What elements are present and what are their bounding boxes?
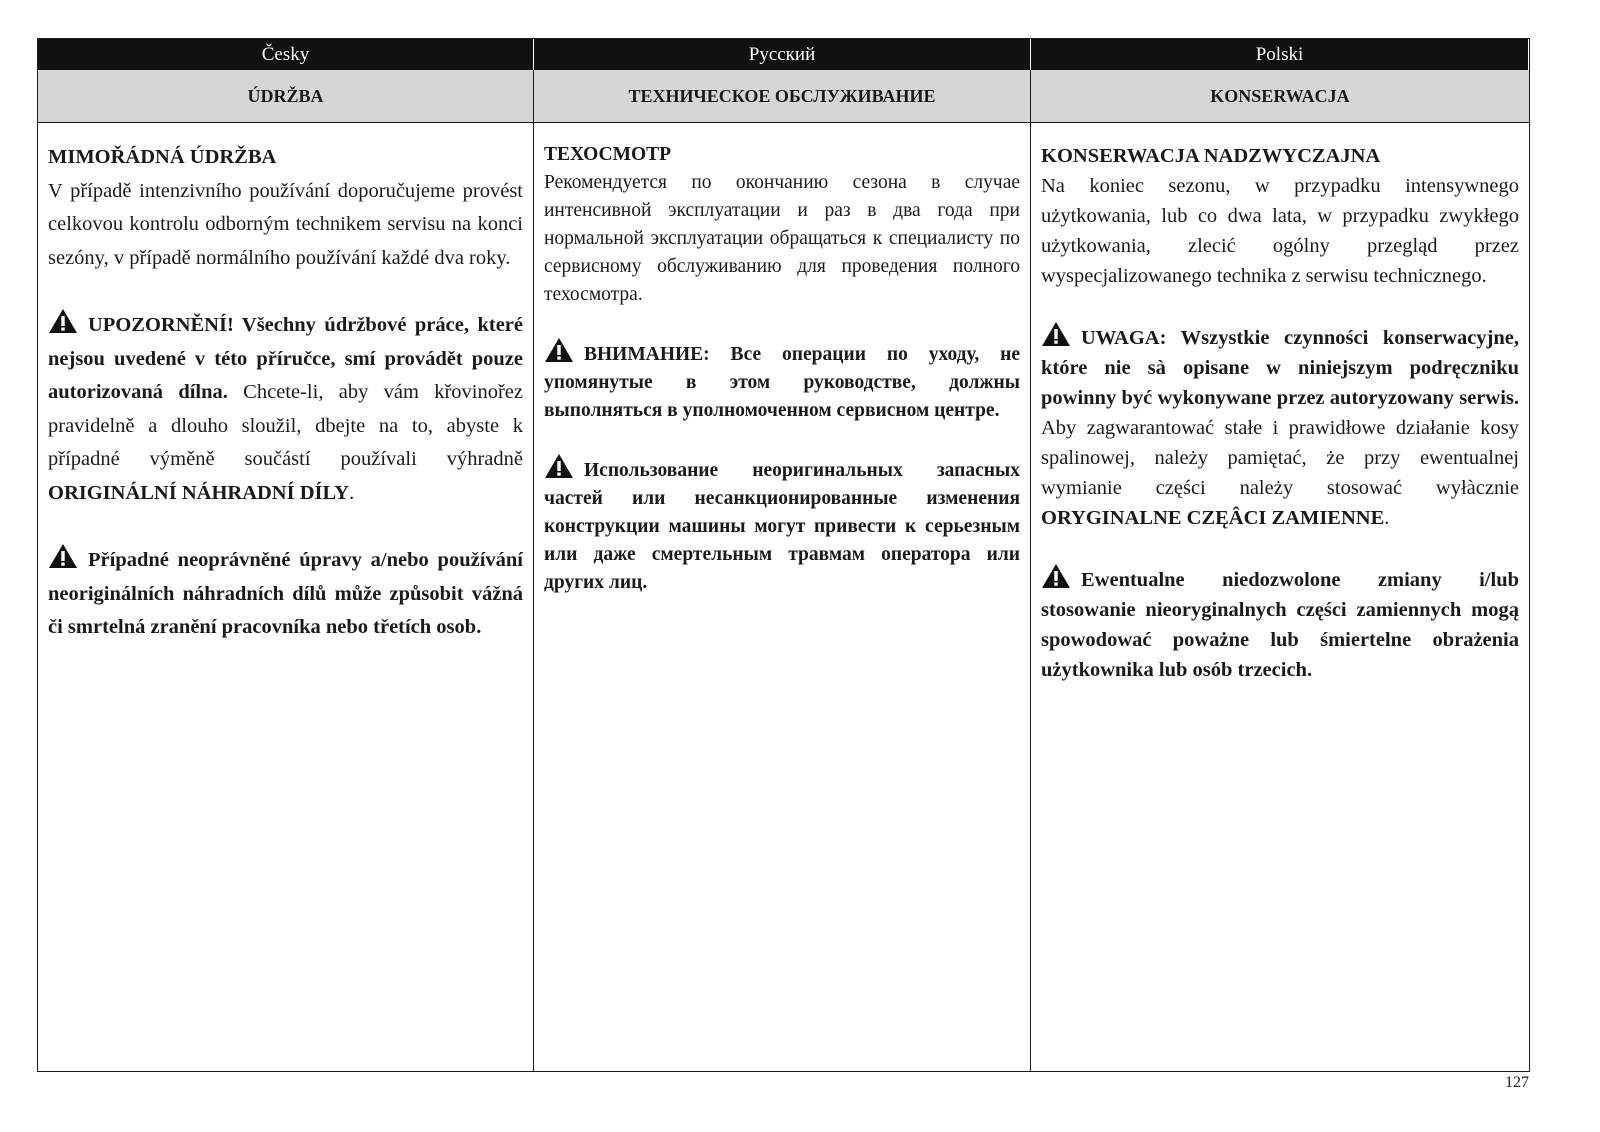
cs-intro: V případě intenzivního používání doporučujeme provést celkovou kontrolu odborným technikem servisu na konci sezóny, v případě normálního používání každé dva roky.	[48, 179, 523, 269]
section-header-czech: ÚDRŽBA	[38, 70, 534, 123]
language-header-czech: Česky	[38, 39, 534, 70]
warning-triangle-icon	[544, 453, 574, 479]
warning-triangle-icon	[48, 308, 78, 334]
pl-warning-1	[1041, 321, 1519, 533]
language-header-polish: Polski	[1031, 39, 1529, 70]
pl-title: KONSERWACJA NADZWYCZAJNA	[1041, 145, 1381, 167]
cs-warning-1-text: Chcete-li, aby vám křovinořez pravidelně a dlouho sloužil, dbejte na to, abyste k případné výměně součástí používali výhradně	[48, 381, 524, 470]
warning-triangle-icon	[48, 543, 78, 569]
cs-warning-2-bold: Případné neoprávněné úpravy a/nebo používání neoriginálních náhradních dílů může způsobit vážná či smrtelná zranění pracovníka nebo třetích osob.	[48, 549, 523, 638]
pl-warning-1-text: Aby zagwarantować stałe i prawidłowe działanie kosy spalinowej, należy pamiętać, że przy ewentualnej wymianie części należy stosować wyłàcznie	[1041, 417, 1519, 499]
column-czech	[38, 123, 534, 1071]
pl-intro: Na koniec sezonu, w przypadku intensywnego użytkowania, lub co dwa lata, w przypadku zwykłego użytkowania, zlecić ogólny przegląd przez wyspecjalizowanego technika z serwisu technicznego.	[1041, 175, 1519, 287]
section-header-russian: ТЕХНИЧЕСКОЕ ОБСЛУЖИВАНИЕ	[534, 70, 1031, 123]
cs-warning-2	[48, 543, 523, 645]
translation-table	[37, 38, 1530, 1072]
pl-warning-1-bold: UWAGA: Wszystkie czynności konserwacyjne, które nie sà opisane w niniejszym podręczniku powinny być wykonywane przez autoryzowany serwis.	[1041, 327, 1519, 409]
cs-warning-1-bold: UPOZORNĚNÍ! Všechny údržbové práce, které nejsou uvedené v této příručce, smí provádět pouze autorizovaná dílna.	[48, 314, 523, 403]
language-header-russian: Русский	[534, 39, 1031, 70]
ru-warning-1-bold: ВНИМАНИЕ: Все операции по уходу, не упомянутые в этом руководстве, должны выполняться в уполномоченном сервисном центре.	[544, 344, 1020, 421]
ru-warning-2	[544, 453, 1020, 597]
pl-warning-2	[1041, 563, 1519, 685]
warning-triangle-icon	[1041, 321, 1071, 347]
cs-title: MIMOŘÁDNÁ ÚDRŽBA	[48, 146, 277, 168]
ru-warning-2-bold: Использование неоригинальных запасных частей или несанкционированные изменения конструкции машины могут привести к серьезным или даже смертельным травмам оператора или других лиц.	[544, 460, 1020, 593]
ru-intro: Рекомендуется по окончанию сезона в случае интенсивной эксплуатации и раз в два года при нормальной эксплуатации обращаться к специалисту по сервисному обслуживанию для проведения полного техосмотра.	[544, 172, 1020, 305]
cs-warning-1-end: .	[349, 481, 355, 504]
cs-original-parts: ORIGINÁLNÍ NÁHRADNÍ DÍLY	[48, 481, 350, 504]
warning-triangle-icon	[1041, 563, 1071, 589]
pl-warning-1-end: .	[1384, 507, 1390, 529]
ru-warning-1	[544, 337, 1020, 425]
pl-original-parts: ORYGINALNE CZĘÂCI ZAMIENNE	[1041, 507, 1385, 529]
cs-warning-1	[48, 308, 523, 510]
ru-title: ТЕХОСМОТР	[544, 144, 672, 165]
section-header-polish: KONSERWACJA	[1031, 70, 1529, 123]
warning-triangle-icon	[544, 337, 574, 363]
pl-warning-2-bold: Ewentualne niedozwolone zmiany i/lub stosowanie nieoryginalnych części zamiennych mogą spowodować poważne lub śmiertelne obrażenia użytkownika lub osób trzecich.	[1041, 569, 1519, 681]
column-polish	[1031, 123, 1529, 1071]
page-number: 127	[1505, 1074, 1529, 1091]
column-russian	[534, 123, 1031, 1071]
